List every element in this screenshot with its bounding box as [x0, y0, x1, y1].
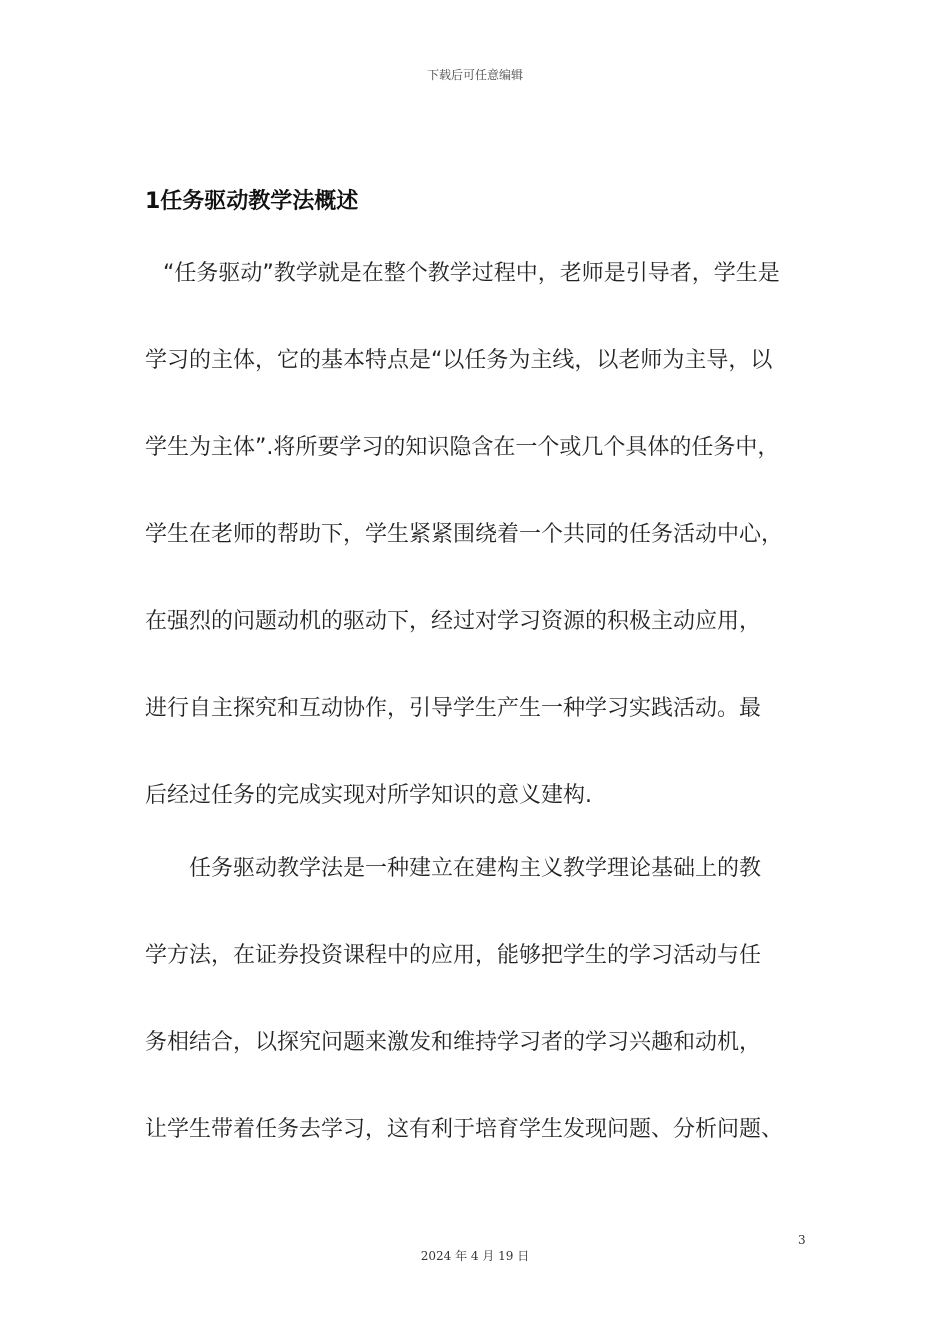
text-line: 进行自主探究和互动协作，引导学生产生一种学习实践活动。最: [145, 696, 762, 721]
page-number: 3: [798, 1233, 806, 1247]
text-line: 学生为主体”.将所要学习的知识隐含在一个或几个具体的任务中，: [145, 435, 780, 460]
footer-date: 2024 年 4 月 19 日: [420, 1249, 530, 1263]
text-line: 让学生带着任务去学习，这有利于培育学生发现问题、分析问题、: [145, 1117, 784, 1142]
text-line: “任务驱动”教学就是在整个教学过程中，老师是引导者，学生是: [163, 261, 780, 286]
text-line: 后经过任务的完成实现对所学知识的意义建构.: [145, 783, 592, 808]
text-line: 学方法，在证券投资课程中的应用，能够把学生的学习活动与任: [145, 943, 762, 968]
text-line: 务相结合，以探究问题来激发和维持学习者的学习兴趣和动机，: [145, 1030, 762, 1055]
text-line: 任务驱动教学法是一种建立在建构主义教学理论基础上的教: [189, 856, 762, 881]
header-note: 下载后可任意编辑: [426, 68, 523, 82]
section-title: 1任务驱动教学法概述: [145, 189, 359, 214]
text-line: 学习的主体，它的基本特点是“以任务为主线，以老师为主导，以: [145, 348, 773, 373]
text-line: 在强烈的问题动机的驱动下，经过对学习资源的积极主动应用，: [145, 609, 762, 634]
text-line: 学生在老师的帮助下，学生紧紧围绕着一个共同的任务活动中心，: [145, 522, 784, 547]
